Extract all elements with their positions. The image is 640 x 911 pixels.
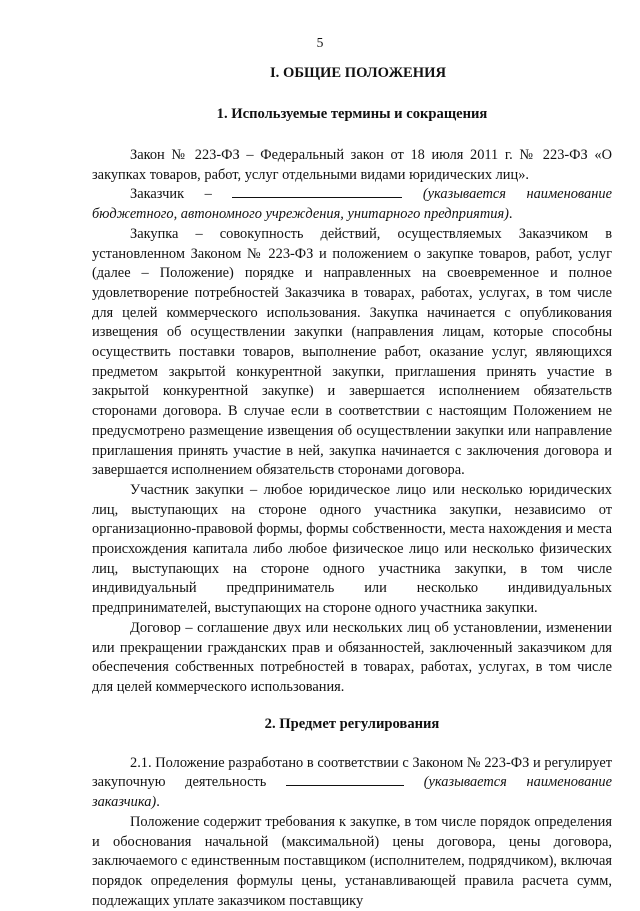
definition-purchase-text: Закупка – совокупность действий, осуществляемых Заказчиком в установленном Законом № 223-ФЗ и положением о закупке товаров, работ, услуг (далее – Положение) порядке и направленных на своевременное и полное удовлетворение потребностей Заказчика в товарах, работах, услугах, в том числе для целей коммерческого использования. Закупка начинается с опубликования извещения об осуществлении закупки (направления лицам, которые способны осуществить поставки товаров, выполнение работ, оказание услуг, являющихся предметом закрытой конкурентной закупки, приглашения принять участие в закрытой конкурентной закупке) и завершается исполнением обязательств сторонами договора. В случае если в соответствии с настоящим Положением не предусмотрено размещение извещения об осуществлении закупки или направление приглашения принять участие в ней, закупка начинается с заключения договора и завершается исполнением обязательств сторонами договора. [92, 225, 612, 479]
definition-contract-text: Договор – соглашение двух или нескольких лиц об установлении, изменении или прекращении гражданских прав и обязанностей, заключенный заказчиком для обеспечения собственных потребностей в товарах, работах, услугах, в том числе для целей коммерческого использования. [92, 619, 612, 695]
section-2-title: 2. Предмет регулирования [264, 715, 440, 732]
page-content [92, 64, 612, 911]
definition-law [92, 146, 612, 185]
regulation-content [92, 813, 612, 911]
section-1-title: 1. Используемые термины и сокращения [216, 106, 488, 122]
definition-participant-text: Участник закупки – любое юридическое лицо или несколько юридических лиц, выступающих на стороне одного участника закупки, независимо от организационно-правовой формы, формы собственности, места нахождения и места происхождения капитала либо любое физическое лицо или несколько физических лиц, выступающих на стороне одного участника закупки, в том числе индивидуальный предприниматель или несколько индивидуальных предпринимателей, выступающих на стороне одного участника закупки. [92, 481, 612, 617]
clause-2-1 [92, 754, 612, 813]
customer-name-blank [232, 185, 402, 198]
definition-customer-tail: . [508, 206, 513, 223]
definition-participant [92, 481, 612, 619]
definition-customer-lead: Заказчик – [130, 186, 212, 203]
customer-name-blank-2 [286, 773, 404, 786]
clause-2-1-lead: 2.1. Положение разработано в соответствии с Законом № 223-ФЗ и регулирует закупочную деятельность [92, 754, 612, 791]
clause-2-1-hint: (указывается наименование заказчика) [92, 774, 612, 811]
page-number: 5 [316, 35, 324, 50]
definition-customer [92, 185, 612, 224]
definition-contract [92, 619, 612, 698]
definition-purchase [92, 225, 612, 481]
regulation-content-text: Положение содержит требования к закупке, в том числе порядок определения и обоснования начальной (максимальной) цены договора, цены договора, заключаемого с единственным поставщиком (исполнителем, подрядчиком), включая порядок определения формулы цены, устанавливающей правила расчета сумм, подлежащих уплате заказчиком поставщику [92, 813, 612, 909]
chapter-title: I. ОБЩИЕ ПОЛОЖЕНИЯ [270, 65, 446, 81]
clause-2-1-tail: . [156, 794, 160, 811]
definition-customer-hint: (указывается наименование бюджетного, автономного учреждения, унитарного предприятия) [92, 186, 612, 223]
definition-law-text: Закон № 223-ФЗ – Федеральный закон от 18 июля 2011 г. № 223-ФЗ «О закупках товаров, работ, услуг отдельными видами юридических лиц». [92, 147, 612, 183]
